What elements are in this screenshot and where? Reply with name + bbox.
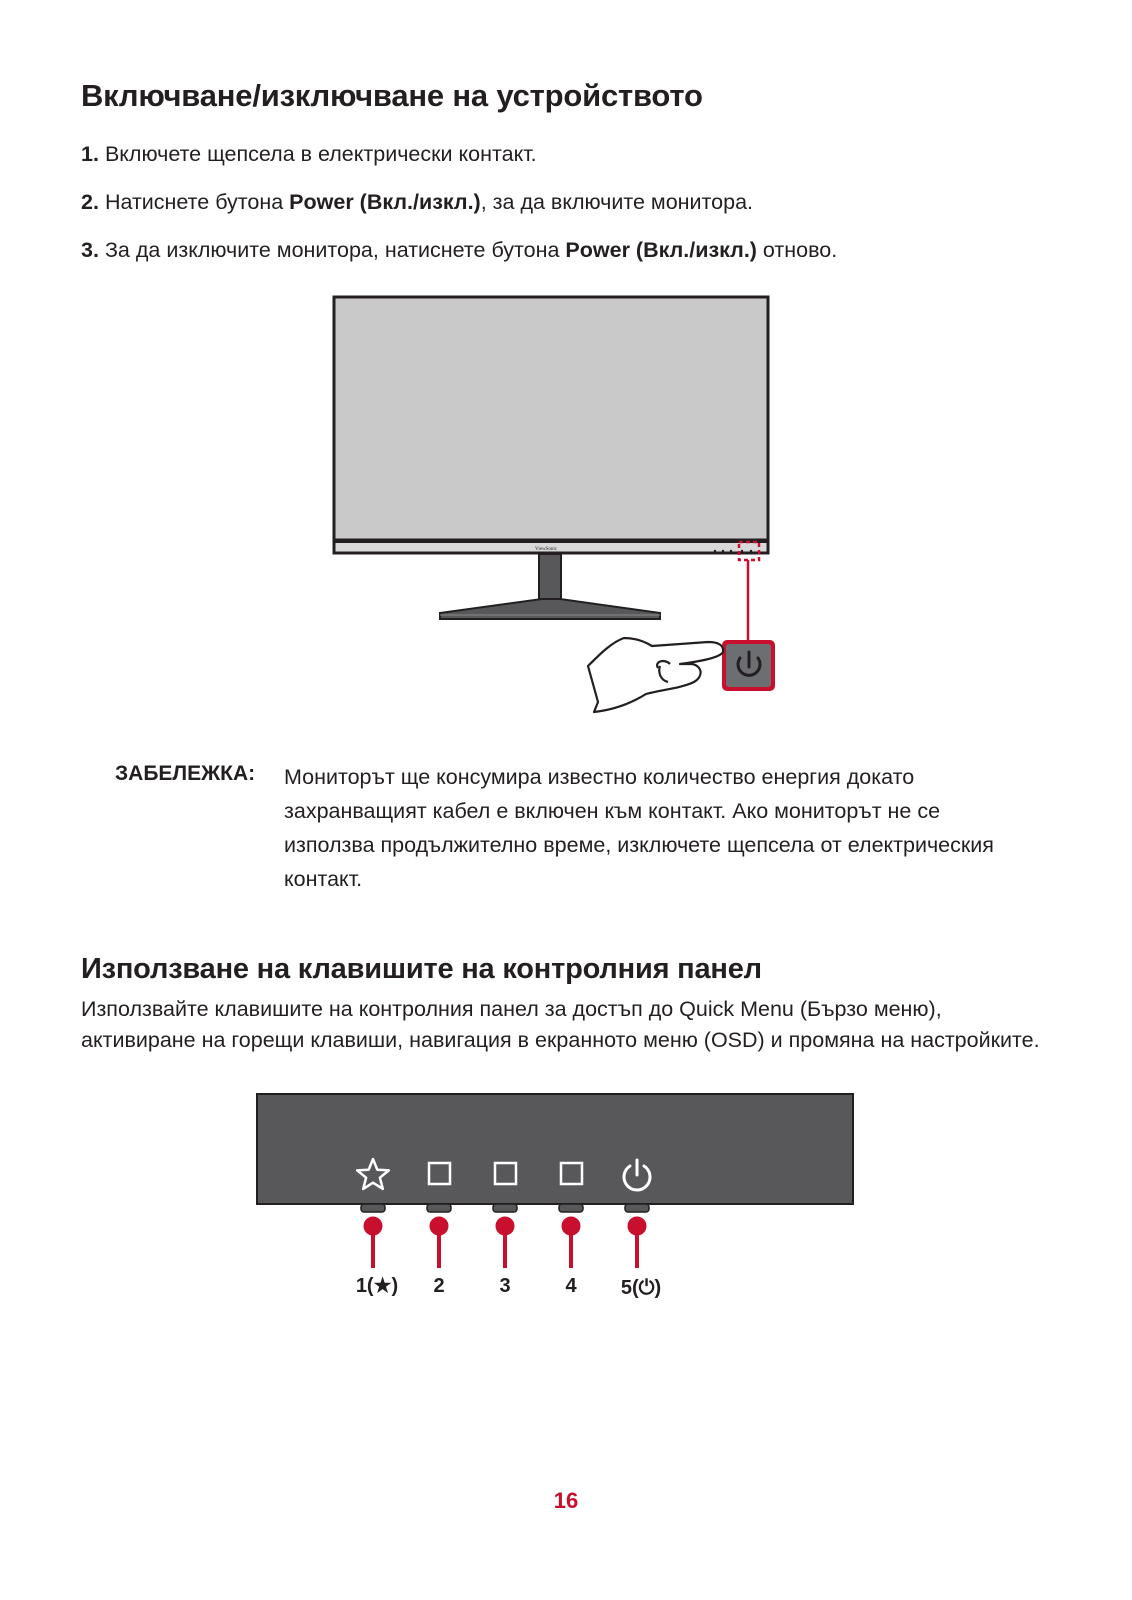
- step-text-end: , за да включите монитора.: [480, 190, 754, 214]
- step-text-end: отново.: [756, 238, 838, 262]
- power-icon: [722, 640, 775, 691]
- note-text: Мониторът ще консумира известно количество енергия докато захранващият кабел е включен към контакт. Ако мониторът не се използва продължително време, изключете щепсела от електрическия контакт.: [284, 765, 994, 891]
- section-intro: Използвайте клавишите на контролния панел за достъп до Quick Menu (Бързо меню), активиране на горещи клавиши, навигация в екранното меню (OSD) и промяна на настройките.: [81, 997, 1040, 1052]
- section-title-control-panel: Използване на клавишите на контролния панел: [81, 953, 762, 985]
- step-number: 1.: [81, 142, 99, 166]
- key-label-5: 5(⏻): [620, 1277, 662, 1299]
- key-label-2: 2: [433, 1275, 445, 1297]
- step-bold-text: Power (Вкл./изкл.): [565, 238, 757, 262]
- monitor-icon: [334, 297, 768, 619]
- key-label-3: 3: [499, 1275, 511, 1297]
- pointing-hand-icon: [588, 638, 723, 712]
- step-2: [81, 190, 753, 215]
- step-number: 2.: [81, 190, 99, 214]
- page-number: 16: [553, 1488, 579, 1513]
- key-label-4: 4: [565, 1275, 577, 1297]
- step-1: [81, 142, 537, 167]
- step-text: Включете щепсела в електрически контакт.: [104, 142, 537, 166]
- key-label-1: 1(★): [355, 1275, 399, 1297]
- note-label: ЗАБЕЛЕЖКА:: [115, 762, 256, 785]
- step-bold-text: Power (Вкл./изкл.): [289, 190, 481, 214]
- step-text: За да изключите монитора, натиснете бутона: [104, 238, 566, 262]
- control-panel: [257, 1094, 853, 1204]
- monitor-power-illustration: [330, 292, 780, 722]
- step-3: [81, 238, 837, 263]
- pin-markers: [364, 1217, 646, 1268]
- brand-logo: ViewSonic: [535, 547, 557, 552]
- step-text: Натиснете бутона: [104, 190, 290, 214]
- section-title-power: Включване/изключване на устройството: [81, 78, 703, 113]
- control-panel-illustration: [255, 1092, 857, 1322]
- step-number: 3.: [81, 238, 99, 262]
